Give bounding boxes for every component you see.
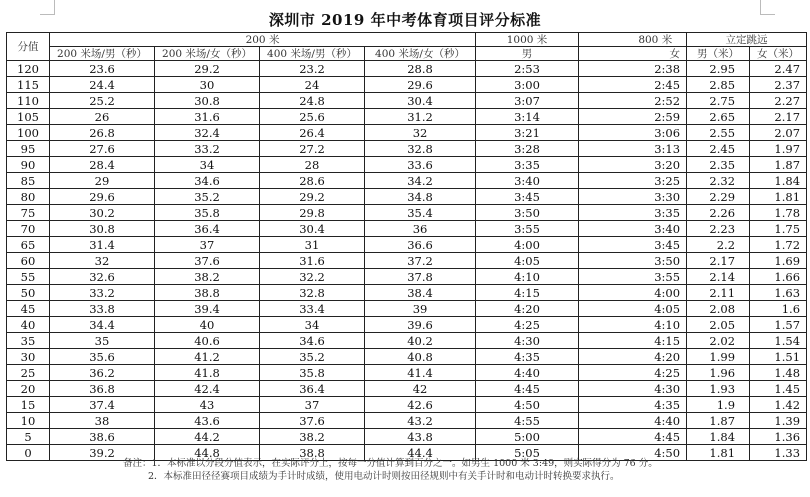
- cell-400-field-female: 31.2: [365, 109, 476, 125]
- cell-score: 40: [7, 317, 50, 333]
- cell-score: 70: [7, 221, 50, 237]
- cell-200-field-male: 34.4: [50, 317, 155, 333]
- cell-400-field-female: 42.6: [365, 397, 476, 413]
- cell-400-field-female: 41.4: [365, 365, 476, 381]
- cell-jump-male: 2.32: [687, 173, 750, 189]
- cell-empty: [579, 333, 625, 349]
- cell-800-female: 4:20: [625, 349, 687, 365]
- cell-empty: [579, 109, 625, 125]
- cell-jump-female: 1.75: [750, 221, 807, 237]
- cell-800-female: 4:25: [625, 365, 687, 381]
- cell-200-field-male: 30.2: [50, 205, 155, 221]
- cell-score: 15: [7, 397, 50, 413]
- cell-200-field-male: 36.2: [50, 365, 155, 381]
- cell-jump-male: 2.26: [687, 205, 750, 221]
- cell-200-field-female: 43.6: [155, 413, 260, 429]
- cell-jump-male: 2.23: [687, 221, 750, 237]
- header-empty: [579, 33, 625, 47]
- cell-400-field-male: 35.2: [260, 349, 365, 365]
- cell-1000-male: 3:00: [476, 77, 579, 93]
- cell-empty: [579, 429, 625, 445]
- cell-200-field-male: 32: [50, 253, 155, 269]
- cell-800-female: 4:15: [625, 333, 687, 349]
- cell-200-field-male: 35: [50, 333, 155, 349]
- cell-jump-male: 2.45: [687, 141, 750, 157]
- cell-jump-female: 1.97: [750, 141, 807, 157]
- cell-empty: [579, 317, 625, 333]
- cell-400-field-female: 39: [365, 301, 476, 317]
- cell-empty: [579, 381, 625, 397]
- cell-800-female: 2:59: [625, 109, 687, 125]
- cell-empty: [579, 269, 625, 285]
- cell-200-field-male: 27.6: [50, 141, 155, 157]
- cell-400-field-male: 36.4: [260, 381, 365, 397]
- cell-400-field-male: 25.6: [260, 109, 365, 125]
- cell-200-field-female: 35.8: [155, 205, 260, 221]
- cell-empty: [579, 221, 625, 237]
- cell-empty: [579, 93, 625, 109]
- table-row: [7, 253, 807, 269]
- cell-400-field-male: 37.6: [260, 413, 365, 429]
- cell-200-field-male: 32.6: [50, 269, 155, 285]
- cell-1000-male: 4:45: [476, 381, 579, 397]
- cell-200-field-female: 34.6: [155, 173, 260, 189]
- cell-score: 10: [7, 413, 50, 429]
- cell-400-field-female: 37.8: [365, 269, 476, 285]
- cell-800-female: 4:05: [625, 301, 687, 317]
- table-row: [7, 205, 807, 221]
- cell-empty: [579, 253, 625, 269]
- cell-200-field-male: 35.6: [50, 349, 155, 365]
- cell-jump-male: 1.84: [687, 429, 750, 445]
- cell-200-field-female: 29.2: [155, 61, 260, 77]
- cell-800-female: 2:45: [625, 77, 687, 93]
- cell-jump-female: 2.17: [750, 109, 807, 125]
- header-standing-jump: 立定跳远: [687, 33, 807, 47]
- cell-empty: [579, 397, 625, 413]
- cell-400-field-male: 32.2: [260, 269, 365, 285]
- table-row: [7, 413, 807, 429]
- cell-800-female: 4:50: [625, 445, 687, 461]
- cell-800-female: 4:30: [625, 381, 687, 397]
- table-row: [7, 237, 807, 253]
- cell-200-field-female: 38.2: [155, 269, 260, 285]
- cell-800-female: 3:55: [625, 269, 687, 285]
- cell-400-field-male: 38.8: [260, 445, 365, 461]
- cell-200-field-male: 26.8: [50, 125, 155, 141]
- cell-400-field-female: 44.4: [365, 445, 476, 461]
- cell-800-female: 3:25: [625, 173, 687, 189]
- cell-400-field-female: 37.2: [365, 253, 476, 269]
- cell-jump-female: 1.78: [750, 205, 807, 221]
- cell-400-field-male: 29.8: [260, 205, 365, 221]
- cell-200-field-female: 40.6: [155, 333, 260, 349]
- cell-empty: [579, 189, 625, 205]
- cell-jump-female: 1.33: [750, 445, 807, 461]
- cell-200-field-female: 31.6: [155, 109, 260, 125]
- cell-jump-male: 2.2: [687, 237, 750, 253]
- table-row: [7, 141, 807, 157]
- cell-200-field-female: 30: [155, 77, 260, 93]
- cell-400-field-male: 38.2: [260, 429, 365, 445]
- cell-jump-male: 2.75: [687, 93, 750, 109]
- cell-200-field-female: 43: [155, 397, 260, 413]
- cell-800-female: 3:50: [625, 253, 687, 269]
- cell-800-female: 4:00: [625, 285, 687, 301]
- cell-400-field-male: 34.6: [260, 333, 365, 349]
- cell-empty: [579, 205, 625, 221]
- cell-jump-female: 1.6: [750, 301, 807, 317]
- table-row: [7, 333, 807, 349]
- cell-200-field-male: 39.2: [50, 445, 155, 461]
- cell-200-field-female: 39.4: [155, 301, 260, 317]
- cell-200-field-male: 25.2: [50, 93, 155, 109]
- cell-800-female: 3:40: [625, 221, 687, 237]
- cell-1000-male: 4:20: [476, 301, 579, 317]
- cell-400-field-male: 26.4: [260, 125, 365, 141]
- table-row: [7, 77, 807, 93]
- cell-400-field-female: 39.6: [365, 317, 476, 333]
- cell-400-field-male: 23.2: [260, 61, 365, 77]
- cell-200-field-female: 44.8: [155, 445, 260, 461]
- cell-score: 120: [7, 61, 50, 77]
- cell-200-field-male: 26: [50, 109, 155, 125]
- cell-1000-male: 3:14: [476, 109, 579, 125]
- cell-1000-male: 3:35: [476, 157, 579, 173]
- cell-1000-male: 5:05: [476, 445, 579, 461]
- cell-jump-female: 1.66: [750, 269, 807, 285]
- header-jump-female: 女（米）: [750, 47, 807, 61]
- cell-200-field-female: 32.4: [155, 125, 260, 141]
- header-1000-male: 男: [476, 47, 579, 61]
- cell-1000-male: 4:25: [476, 317, 579, 333]
- cell-400-field-male: 32.8: [260, 285, 365, 301]
- cell-jump-female: 1.63: [750, 285, 807, 301]
- cell-200-field-male: 36.8: [50, 381, 155, 397]
- cell-empty: [579, 141, 625, 157]
- cell-400-field-male: 29.2: [260, 189, 365, 205]
- cell-1000-male: 3:21: [476, 125, 579, 141]
- table-row: [7, 93, 807, 109]
- table-row: [7, 173, 807, 189]
- cell-jump-female: 1.84: [750, 173, 807, 189]
- cell-1000-male: 4:35: [476, 349, 579, 365]
- cell-jump-female: 2.47: [750, 61, 807, 77]
- cell-400-field-female: 42: [365, 381, 476, 397]
- header-row-group: [7, 33, 807, 47]
- cell-200-field-female: 37.6: [155, 253, 260, 269]
- cell-400-field-female: 29.6: [365, 77, 476, 93]
- cell-400-field-female: 28.8: [365, 61, 476, 77]
- cell-200-field-female: 42.4: [155, 381, 260, 397]
- table-row: [7, 381, 807, 397]
- cell-jump-male: 2.02: [687, 333, 750, 349]
- header-800m: 800 米: [625, 33, 687, 47]
- cell-score: 95: [7, 141, 50, 157]
- cell-200-field-male: 29: [50, 173, 155, 189]
- cell-jump-male: 2.11: [687, 285, 750, 301]
- cell-empty: [579, 125, 625, 141]
- cell-200-field-female: 30.8: [155, 93, 260, 109]
- cell-200-field-male: 24.4: [50, 77, 155, 93]
- header-400-field-male: 400 米场/男（秒）: [260, 47, 365, 61]
- note-2: 2．本标准田径径赛项目成绩为手计时成绩，使用电动计时则按田径规则中有关手计时和电动计时转换要求执行。: [148, 471, 620, 482]
- cell-empty: [579, 77, 625, 93]
- cell-jump-male: 2.29: [687, 189, 750, 205]
- header-empty-2: [579, 47, 625, 61]
- cell-200-field-female: 34: [155, 157, 260, 173]
- cell-jump-male: 2.08: [687, 301, 750, 317]
- cell-400-field-female: 30.4: [365, 93, 476, 109]
- cell-400-field-female: 43.8: [365, 429, 476, 445]
- table-row: [7, 429, 807, 445]
- cell-1000-male: 4:10: [476, 269, 579, 285]
- cell-1000-male: 3:55: [476, 221, 579, 237]
- header-800-female: 女: [625, 47, 687, 61]
- cell-1000-male: 3:50: [476, 205, 579, 221]
- cell-800-female: 3:45: [625, 237, 687, 253]
- cell-1000-male: 4:15: [476, 285, 579, 301]
- cell-400-field-male: 35.8: [260, 365, 365, 381]
- cell-400-field-female: 36: [365, 221, 476, 237]
- cell-200-field-female: 37: [155, 237, 260, 253]
- cell-400-field-male: 27.2: [260, 141, 365, 157]
- cell-800-female: 3:13: [625, 141, 687, 157]
- cell-jump-male: 1.99: [687, 349, 750, 365]
- cell-empty: [579, 365, 625, 381]
- cell-400-field-female: 40.8: [365, 349, 476, 365]
- cell-score: 0: [7, 445, 50, 461]
- cell-jump-female: 1.48: [750, 365, 807, 381]
- cell-score: 55: [7, 269, 50, 285]
- cell-800-female: 4:45: [625, 429, 687, 445]
- cell-jump-male: 1.87: [687, 413, 750, 429]
- cell-score: 80: [7, 189, 50, 205]
- cell-1000-male: 3:40: [476, 173, 579, 189]
- cell-1000-male: 4:05: [476, 253, 579, 269]
- cell-jump-male: 2.65: [687, 109, 750, 125]
- cell-200-field-male: 38.6: [50, 429, 155, 445]
- cell-score: 115: [7, 77, 50, 93]
- table-row: [7, 317, 807, 333]
- cell-score: 105: [7, 109, 50, 125]
- cell-score: 90: [7, 157, 50, 173]
- cell-800-female: 3:30: [625, 189, 687, 205]
- header-200-field-female: 200 米场/女（秒）: [155, 47, 260, 61]
- cell-empty: [579, 413, 625, 429]
- cell-jump-female: 2.27: [750, 93, 807, 109]
- cell-800-female: 3:20: [625, 157, 687, 173]
- cell-jump-male: 2.35: [687, 157, 750, 173]
- header-score: 分值: [7, 33, 50, 61]
- cell-1000-male: 3:07: [476, 93, 579, 109]
- cell-1000-male: 4:55: [476, 413, 579, 429]
- cell-empty: [579, 237, 625, 253]
- header-1000m: 1000 米: [476, 33, 579, 47]
- table-row: [7, 301, 807, 317]
- cell-1000-male: 3:28: [476, 141, 579, 157]
- cell-200-field-male: 33.8: [50, 301, 155, 317]
- cell-400-field-female: 34.8: [365, 189, 476, 205]
- table-row: [7, 397, 807, 413]
- cell-jump-female: 1.57: [750, 317, 807, 333]
- score-table: [6, 32, 807, 461]
- cell-jump-female: 2.37: [750, 77, 807, 93]
- cell-800-female: 4:10: [625, 317, 687, 333]
- cell-1000-male: 2:53: [476, 61, 579, 77]
- cell-1000-male: 5:00: [476, 429, 579, 445]
- cell-score: 25: [7, 365, 50, 381]
- table-row: [7, 189, 807, 205]
- header-jump-male: 男（米）: [687, 47, 750, 61]
- cell-empty: [579, 61, 625, 77]
- cell-200-field-male: 31.4: [50, 237, 155, 253]
- cell-200-field-male: 30.8: [50, 221, 155, 237]
- cell-jump-female: 1.69: [750, 253, 807, 269]
- cell-jump-female: 1.39: [750, 413, 807, 429]
- cell-800-female: 2:52: [625, 93, 687, 109]
- cell-score: 60: [7, 253, 50, 269]
- cell-200-field-female: 38.8: [155, 285, 260, 301]
- header-200m: 200 米: [50, 33, 476, 47]
- cell-400-field-male: 28.6: [260, 173, 365, 189]
- cell-400-field-male: 31: [260, 237, 365, 253]
- cell-score: 5: [7, 429, 50, 445]
- cell-jump-male: 2.05: [687, 317, 750, 333]
- table-row: [7, 285, 807, 301]
- cell-400-field-male: 33.4: [260, 301, 365, 317]
- cell-jump-female: 1.42: [750, 397, 807, 413]
- header-200-field-male: 200 米场/男（秒）: [50, 47, 155, 61]
- cell-400-field-female: 40.2: [365, 333, 476, 349]
- cell-400-field-female: 33.6: [365, 157, 476, 173]
- cell-jump-male: 2.17: [687, 253, 750, 269]
- cell-200-field-female: 35.2: [155, 189, 260, 205]
- cell-score: 45: [7, 301, 50, 317]
- cell-jump-male: 2.95: [687, 61, 750, 77]
- cell-200-field-female: 33.2: [155, 141, 260, 157]
- cell-800-female: 3:06: [625, 125, 687, 141]
- note-1: 备注：1．本标准以分段分值表示，在实际评分上，按每一分值计算到百分之一。如男生 1000 米 3:49，则实际得分为 76 分。: [123, 458, 658, 469]
- cell-empty: [579, 301, 625, 317]
- cell-jump-male: 1.96: [687, 365, 750, 381]
- cell-800-female: 4:40: [625, 413, 687, 429]
- cell-200-field-male: 38: [50, 413, 155, 429]
- cell-score: 110: [7, 93, 50, 109]
- cell-400-field-male: 37: [260, 397, 365, 413]
- cell-200-field-female: 40: [155, 317, 260, 333]
- cell-800-female: 3:35: [625, 205, 687, 221]
- cell-jump-female: 1.36: [750, 429, 807, 445]
- cell-800-female: 2:38: [625, 61, 687, 77]
- cell-200-field-female: 44.2: [155, 429, 260, 445]
- table-row: [7, 61, 807, 77]
- cell-1000-male: 4:00: [476, 237, 579, 253]
- cell-400-field-female: 43.2: [365, 413, 476, 429]
- cell-400-field-male: 28: [260, 157, 365, 173]
- cell-400-field-male: 24: [260, 77, 365, 93]
- cell-score: 50: [7, 285, 50, 301]
- cell-score: 75: [7, 205, 50, 221]
- cell-200-field-male: 33.2: [50, 285, 155, 301]
- table-row: [7, 349, 807, 365]
- cell-empty: [579, 173, 625, 189]
- cell-800-female: 4:35: [625, 397, 687, 413]
- cell-1000-male: 4:50: [476, 397, 579, 413]
- cell-jump-male: 1.93: [687, 381, 750, 397]
- table-row: [7, 125, 807, 141]
- cell-score: 35: [7, 333, 50, 349]
- header-400-field-female: 400 米场/女（秒）: [365, 47, 476, 61]
- cell-empty: [579, 349, 625, 365]
- cell-empty: [579, 285, 625, 301]
- cell-200-field-male: 29.6: [50, 189, 155, 205]
- table-row: [7, 157, 807, 173]
- table-row: [7, 269, 807, 285]
- cell-200-field-male: 28.4: [50, 157, 155, 173]
- cell-200-field-female: 36.4: [155, 221, 260, 237]
- cell-jump-female: 2.07: [750, 125, 807, 141]
- cell-200-field-male: 37.4: [50, 397, 155, 413]
- cell-200-field-male: 23.6: [50, 61, 155, 77]
- cell-jump-male: 2.55: [687, 125, 750, 141]
- document-title: 深圳市 2019 年中考体育项目评分标准: [268, 11, 542, 29]
- cell-score: 85: [7, 173, 50, 189]
- cell-jump-female: 1.45: [750, 381, 807, 397]
- cell-400-field-female: 32.8: [365, 141, 476, 157]
- cell-empty: [579, 157, 625, 173]
- cell-200-field-female: 41.2: [155, 349, 260, 365]
- cell-400-field-male: 24.8: [260, 93, 365, 109]
- cell-400-field-female: 38.4: [365, 285, 476, 301]
- cell-score: 65: [7, 237, 50, 253]
- cell-jump-female: 1.72: [750, 237, 807, 253]
- cell-400-field-male: 31.6: [260, 253, 365, 269]
- cell-jump-female: 1.51: [750, 349, 807, 365]
- cell-jump-male: 1.81: [687, 445, 750, 461]
- cell-score: 20: [7, 381, 50, 397]
- cell-jump-male: 2.85: [687, 77, 750, 93]
- table-row: [7, 221, 807, 237]
- cell-1000-male: 4:30: [476, 333, 579, 349]
- cell-400-field-male: 34: [260, 317, 365, 333]
- cell-score: 100: [7, 125, 50, 141]
- cell-400-field-female: 32: [365, 125, 476, 141]
- cell-400-field-female: 36.6: [365, 237, 476, 253]
- table-row: [7, 109, 807, 125]
- cell-1000-male: 4:40: [476, 365, 579, 381]
- cell-400-field-female: 35.4: [365, 205, 476, 221]
- cell-jump-female: 1.54: [750, 333, 807, 349]
- cell-400-field-female: 34.2: [365, 173, 476, 189]
- cell-score: 30: [7, 349, 50, 365]
- cell-200-field-female: 41.8: [155, 365, 260, 381]
- table-row: [7, 365, 807, 381]
- cell-400-field-male: 30.4: [260, 221, 365, 237]
- cell-jump-female: 1.81: [750, 189, 807, 205]
- cell-jump-male: 2.14: [687, 269, 750, 285]
- cell-jump-male: 1.9: [687, 397, 750, 413]
- cell-jump-female: 1.87: [750, 157, 807, 173]
- header-row-sub: [7, 47, 807, 61]
- cell-1000-male: 3:45: [476, 189, 579, 205]
